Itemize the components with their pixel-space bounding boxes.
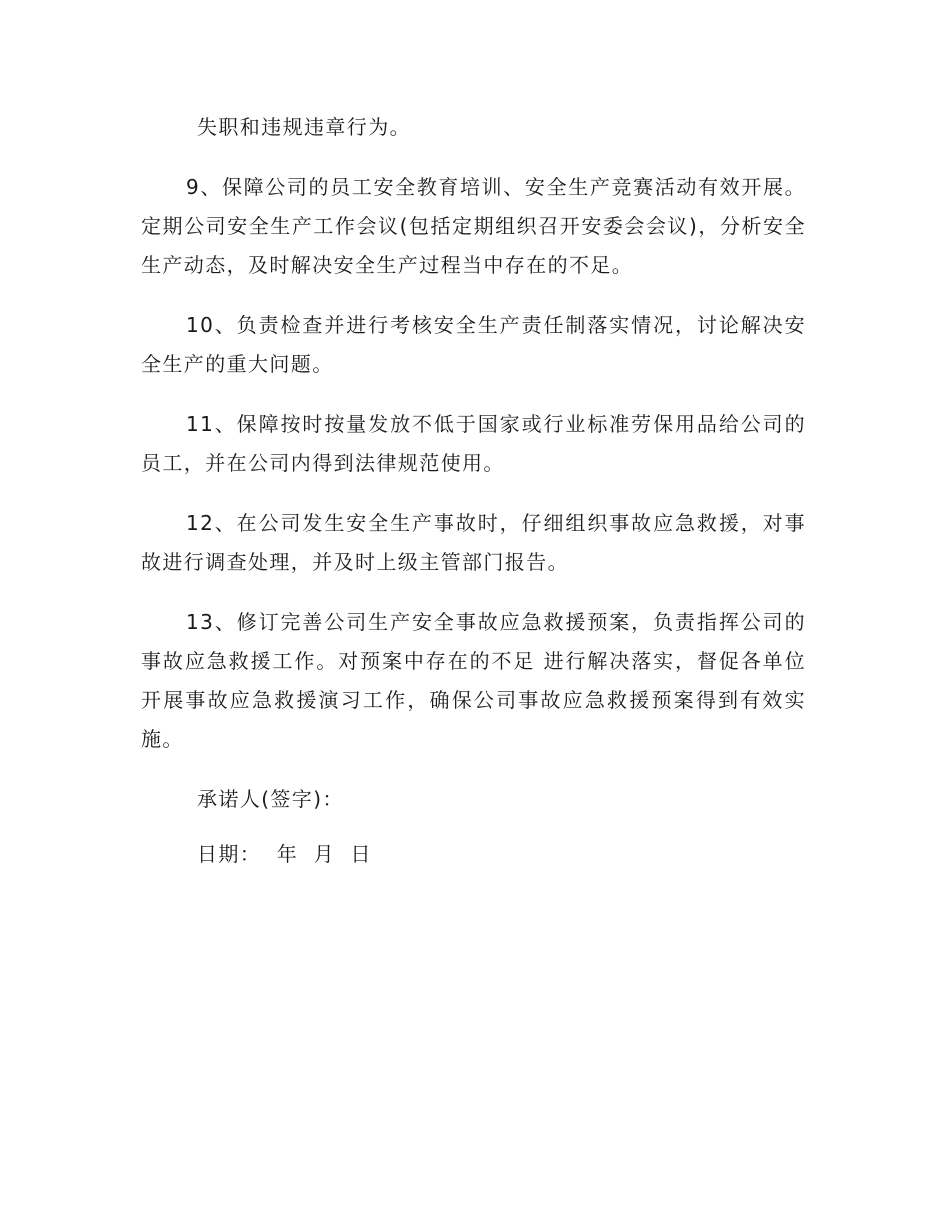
paragraph-item-12: 12、在公司发生安全生产事故时，仔细组织事故应急救援，对事故进行调查处理，并及时上级主管部门报告。 xyxy=(141,511,806,574)
signer-label: 承诺人(签字)： xyxy=(197,787,344,811)
paragraph-continuation: 失职和违规违章行为。 xyxy=(197,115,411,139)
paragraph-item-13: 13、修订完善公司生产安全事故应急救援预案，负责指挥公司的事故应急救援工作。对预案中存在的不足 进行解决落实，督促各单位开展事故应急救援演习工作，确保公司事故应急救援预案得到有效实施。 xyxy=(141,610,806,751)
date-label: 日期： 年 月 日 xyxy=(197,842,372,866)
paragraph-item-11: 11、保障按时按量发放不低于国家或行业标准劳保用品给公司的员工，并在公司内得到法律规范使用。 xyxy=(141,412,806,475)
paragraph-item-9: 9、保障公司的员工安全教育培训、安全生产竞赛活动有效开展。定期公司安全生产工作会议(包括定期组织召开安委会会议)，分析安全生产动态，及时解决安全生产过程当中存在的不足。 xyxy=(141,175,806,277)
paragraph-item-10: 10、负责检查并进行考核安全生产责任制落实情况，讨论解决安全生产的重大问题。 xyxy=(141,313,806,376)
document-body xyxy=(141,108,806,890)
